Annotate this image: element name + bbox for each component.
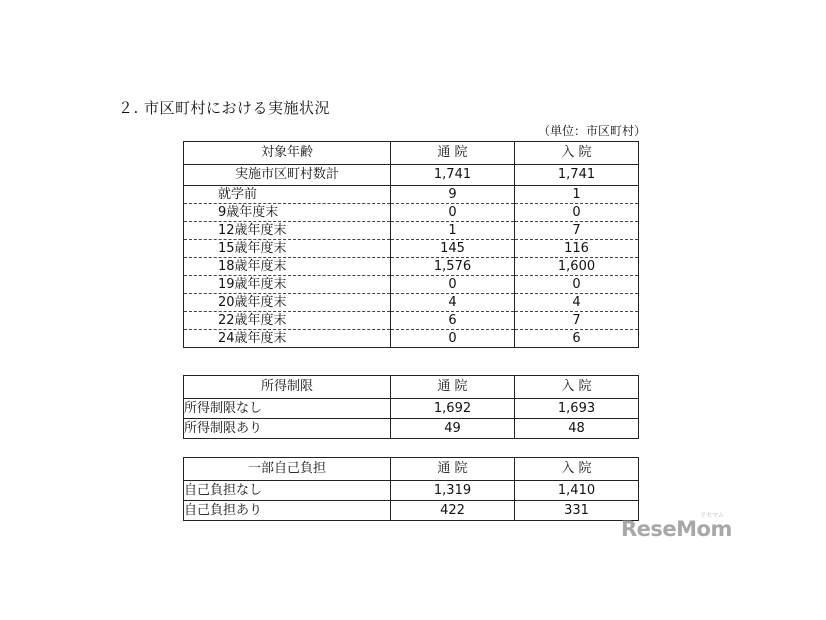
table-row: [184, 294, 639, 312]
cell-inpatient: 1,600: [515, 258, 639, 276]
header-outpatient: 通 院: [391, 376, 515, 399]
row-label: 20歳年度末: [184, 294, 391, 312]
section-heading: ２. 市区町村における実施状況: [118, 99, 331, 117]
header-inpatient: 入 院: [515, 376, 639, 399]
table-header-row: [184, 142, 639, 165]
cell-inpatient: 116: [515, 240, 639, 258]
row-label: 19歳年度末: [184, 276, 391, 294]
table-row: [184, 419, 639, 439]
cell-inpatient: 331: [515, 501, 639, 521]
row-label: 所得制限あり: [184, 419, 391, 439]
row-label: 自己負担なし: [184, 481, 391, 501]
table-row: [184, 222, 639, 240]
cell-outpatient: 49: [391, 419, 515, 439]
table-row: [184, 186, 639, 204]
cell-inpatient: 0: [515, 276, 639, 294]
cell-inpatient: 1,741: [515, 165, 639, 186]
cell-inpatient: 4: [515, 294, 639, 312]
header-inpatient: 入 院: [515, 142, 639, 165]
cell-outpatient: 1,741: [391, 165, 515, 186]
table-row: [184, 312, 639, 330]
cell-outpatient: 6: [391, 312, 515, 330]
row-label: 24歳年度末: [184, 330, 391, 348]
cell-inpatient: 7: [515, 222, 639, 240]
cell-outpatient: 4: [391, 294, 515, 312]
row-label: 18歳年度末: [184, 258, 391, 276]
cell-inpatient: 6: [515, 330, 639, 348]
cell-inpatient: 1: [515, 186, 639, 204]
row-label: 自己負担あり: [184, 501, 391, 521]
unit-note: （単位：市区町村）: [538, 124, 647, 138]
resemom-watermark-logo: ReseMom: [621, 517, 732, 541]
table-row: [184, 330, 639, 348]
table-row: [184, 399, 639, 419]
table-row-total: [184, 165, 639, 186]
row-label: 22歳年度末: [184, 312, 391, 330]
row-label: 9歳年度末: [184, 204, 391, 222]
header-outpatient: 通 院: [391, 142, 515, 165]
table-header-row: [184, 376, 639, 399]
row-label: 15歳年度末: [184, 240, 391, 258]
cell-outpatient: 422: [391, 501, 515, 521]
header-copay: 一部自己負担: [184, 458, 391, 481]
row-label: 12歳年度末: [184, 222, 391, 240]
cell-outpatient: 0: [391, 330, 515, 348]
cell-outpatient: 0: [391, 204, 515, 222]
table-row: [184, 481, 639, 501]
cell-outpatient: 1,576: [391, 258, 515, 276]
table-header-row: [184, 458, 639, 481]
cell-inpatient: 7: [515, 312, 639, 330]
row-label: 実施市区町村数計: [184, 165, 391, 186]
table-row: [184, 240, 639, 258]
row-label: 就学前: [184, 186, 391, 204]
table-row: [184, 276, 639, 294]
cell-outpatient: 1,692: [391, 399, 515, 419]
row-label: 所得制限なし: [184, 399, 391, 419]
table-row: [184, 204, 639, 222]
income-limit-table: [183, 375, 639, 439]
cell-outpatient: 1,319: [391, 481, 515, 501]
cell-inpatient: 48: [515, 419, 639, 439]
table-row: [184, 501, 639, 521]
cell-outpatient: 1: [391, 222, 515, 240]
watermark-kana: リセマム: [700, 512, 724, 519]
header-inpatient: 入 院: [515, 458, 639, 481]
header-income-limit: 所得制限: [184, 376, 391, 399]
header-outpatient: 通 院: [391, 458, 515, 481]
cell-inpatient: 0: [515, 204, 639, 222]
cell-outpatient: 0: [391, 276, 515, 294]
copay-table: [183, 457, 639, 521]
cell-inpatient: 1,693: [515, 399, 639, 419]
cell-outpatient: 9: [391, 186, 515, 204]
cell-inpatient: 1,410: [515, 481, 639, 501]
target-age-table: [183, 141, 639, 348]
cell-outpatient: 145: [391, 240, 515, 258]
header-target-age: 対象年齢: [184, 142, 391, 165]
table-row: [184, 258, 639, 276]
